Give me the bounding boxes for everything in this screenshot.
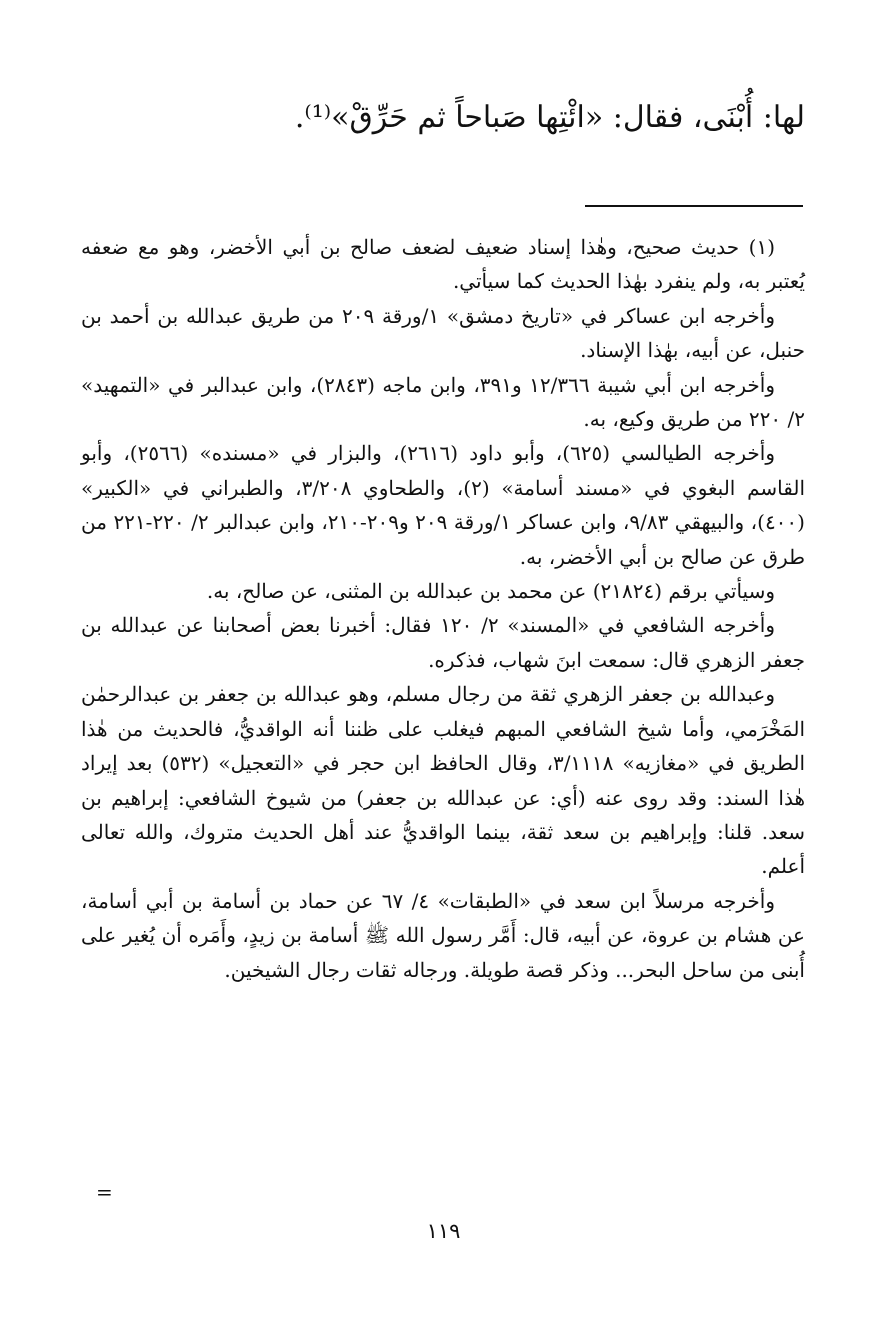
footnote-paragraph: وأخرجه الطيالسي (٦٢٥)، وأبو داود (٢٦١٦)، والبزار في «مسنده» (٢٥٦٦)، وأبو القاسم البغوي في «مسند أسامة» (٢)، والطحاوي ٣/٢٠٨، والطبراني في «الكبير» (٤٠٠)، والبيهقي ٩/٨٣، وابن عساكر ١/ورقة ٢٠٩ و٢٠٩-٢١٠، وابن عبدالبر ٢/ ٢٢٠-٢٢١ من طرق عن صالح بن أبي الأخضر، به. bbox=[81, 441, 805, 569]
continuation-mark: = bbox=[96, 1180, 113, 1204]
footnote-separator bbox=[585, 205, 803, 207]
footnote-paragraph: وأخرجه مرسلاً ابن سعد في «الطبقات» ٤/ ٦٧ عن حماد بن أسامة بن أبي أسامة، عن هشام بن عروة، عن أبيه، قال: أَمَّر رسول الله ﷺ أسامة بن زيدٍ، وأَمَره أن يُغير على أُبنى من ساحل البحر... وذكر قصة طويلة. ورجاله ثقات رجال الشيخين. bbox=[81, 888, 805, 982]
footnote-paragraph: وأخرجه ابن أبي شيبة ١٢/٣٦٦ و٣٩١، وابن ماجه (٢٨٤٣)، وابن عبدالبر في «التمهيد» ٢/ ٢٢٠ من طريق وكيع، به. bbox=[81, 372, 805, 432]
footnote-paragraph: (١) حديث صحيح، وهٰذا إسناد ضعيف لضعف صالح بن أبي الأخضر، وهو مع ضعفه يُعتبر به، ولم ينفرد بهٰذا الحديث كما سيأتي. bbox=[81, 235, 805, 294]
footnote-paragraph: وأخرجه ابن عساكر في «تاريخ دمشق» ١/ورقة ٢٠٩ من طريق عبدالله بن أحمد بن حنبل، عن أبيه، بهٰذا الإسناد. bbox=[81, 303, 805, 363]
footnotes-block bbox=[81, 230, 805, 987]
footnote-paragraph: وعبدالله بن جعفر الزهري ثقة من رجال مسلم، وهو عبدالله بن جعفر بن عبدالرحمٰن المَخْرَمي، وأما شيخ الشافعي المبهم فيغلب على ظننا أنه الواقديُّ، فالحديث من هٰذا الطريق في «مغازيه» ٣/١١١٨، وقال الحافظ ابن حجر في «التعجيل» (٥٣٢) بعد إيراد هٰذا السند: وقد روى عنه (أي: عن عبدالله بن جعفر) من شيوخ الشافعي: إبراهيم بن سعد. قلنا: وإبراهيم بن سعد ثقة، بينما الواقديُّ عند أهل الحديث متروك، والله تعالى أعلم. bbox=[81, 682, 806, 879]
footnote-paragraph: وسيأتي برقم (٢١٨٢٤) عن محمد بن عبدالله بن المثنى، عن صالح، به. bbox=[206, 579, 775, 604]
footnote-paragraph: وأخرجه الشافعي في «المسند» ٢/ ١٢٠ فقال: أخبرنا بعض أصحابنا عن عبدالله بن جعفر الزهري قال: سمعت ابنَ شهاب، فذكره. bbox=[81, 613, 805, 672]
main-text-line: لها: أُبْنَى، فقال: «ائْتِها صَباحاً ثم حَرِّقْ»⁽¹⁾. bbox=[294, 100, 805, 135]
page-number: ١١٩ bbox=[426, 1219, 461, 1243]
